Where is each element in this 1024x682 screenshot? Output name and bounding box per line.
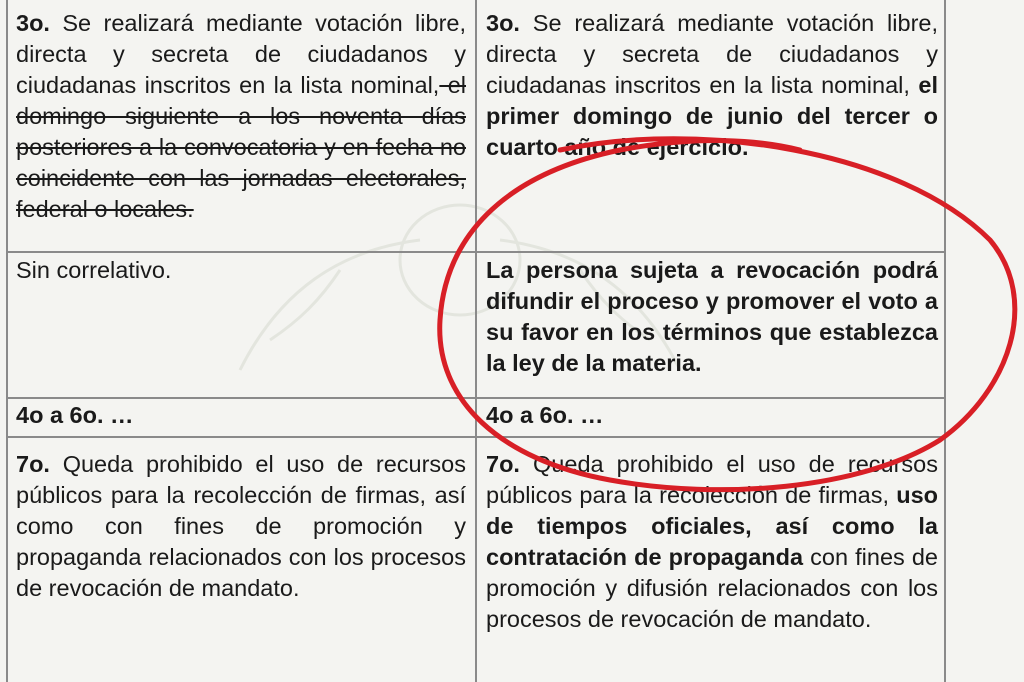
cell-text: Queda prohibido el uso de recursos públicos para la recolección de firmas, así como con fines de promoción y propaganda relacionados con los procesos de revocación de mandato. (16, 451, 466, 601)
cell-text: Se realizará mediante votación libre, directa y secreta de ciudadanos y ciudadanas inscritos en la lista nominal, (486, 10, 938, 98)
row3-right-cell (486, 400, 938, 431)
paragraph-number: 7o. (486, 451, 520, 477)
paragraph-number: 3o. (16, 10, 50, 36)
struck-text: el domingo siguiente a los noventa días posteriores a la convocatoria y en fecha no coincidente con las jornadas electorales, federal o locales. (16, 72, 466, 222)
cell-text: Sin correlativo. (16, 257, 172, 283)
row4-left-cell (16, 449, 466, 604)
table-column-divider (475, 0, 477, 682)
cell-text: 4o a 6o. … (16, 402, 134, 428)
bold-text: el primer domingo de junio del tercer o cuarto año de ejercicio. (486, 72, 938, 160)
bold-text: La persona sujeta a revocación podrá difundir el proceso y promover el voto a su favor en los términos que establezca la ley de la materia. (486, 257, 938, 376)
paragraph-number: 3o. (486, 10, 520, 36)
row-divider-3 (6, 436, 946, 438)
table-outer-right (944, 0, 946, 682)
row3-left-cell (16, 400, 466, 431)
row2-right-cell (486, 255, 938, 379)
cell-text: con fines de promoción y difusión relacionados con los procesos de revocación de mandato. (486, 544, 938, 632)
cell-text: Queda prohibido el uso de recursos públicos para la recolección de firmas, (486, 451, 938, 508)
row-divider-1 (6, 251, 946, 253)
bold-text: uso de tiempos oficiales, así como la contratación de propaganda (486, 482, 938, 570)
row4-right-cell (486, 449, 938, 635)
table-outer-left (6, 0, 8, 682)
row2-left-cell (16, 255, 466, 286)
paragraph-number: 7o. (16, 451, 50, 477)
row-divider-2 (6, 397, 946, 399)
cell-text: Se realizará mediante votación libre, directa y secreta de ciudadanos y ciudadanas inscritos en la lista nominal, (16, 10, 466, 98)
cell-text: 4o a 6o. … (486, 402, 604, 428)
row1-left-cell (16, 8, 466, 225)
row1-right-cell (486, 8, 938, 163)
